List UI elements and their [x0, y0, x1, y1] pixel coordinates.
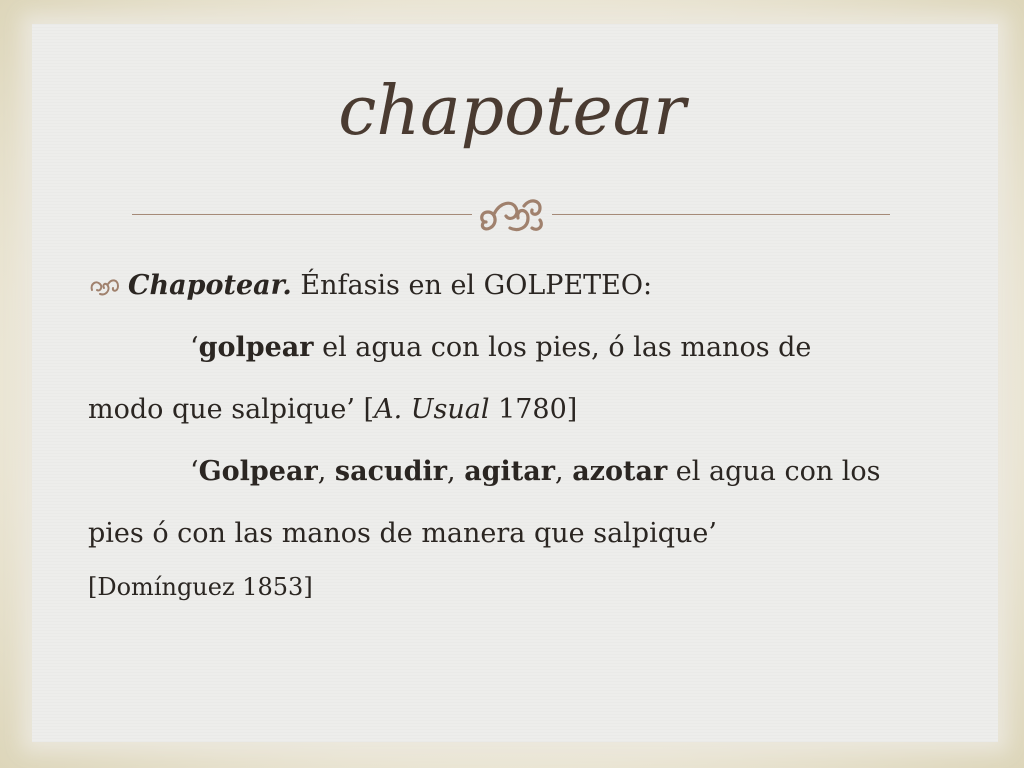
quote1-line-1: [88, 317, 928, 379]
quote2-word-4: azotar: [572, 456, 668, 487]
quote1-line-2: [88, 379, 928, 441]
flourish-ornament-icon: [476, 192, 548, 236]
quote1-text-part1: el agua con los pies, ó las manos de: [313, 332, 812, 363]
quote2-line-1: [88, 441, 928, 503]
quote2-citation: [Domínguez 1853]: [88, 573, 313, 601]
quote1-open-mark: ‘: [190, 332, 199, 363]
quote2-sep-2: ,: [447, 456, 465, 487]
title-divider-right: [552, 214, 890, 215]
quote1-bold-word: golpear: [198, 332, 314, 363]
quote2-open-mark: ‘: [190, 456, 199, 487]
quote2-text-part1: el agua con los: [667, 456, 881, 487]
title-divider-left: [132, 214, 472, 215]
quote2-text-part2: pies ó con las manos de manera que salpique’: [88, 518, 717, 549]
quote2-sep-1: ,: [317, 456, 335, 487]
quote1-year: 1780]: [489, 394, 578, 425]
quote2-word-1: Golpear: [198, 456, 318, 487]
quote2-word-3: agitar: [464, 456, 556, 487]
slide-title: chapotear: [338, 72, 686, 151]
definition-term: Chapotear.: [128, 270, 292, 301]
quote2-line-3: [88, 565, 928, 609]
slide-body: [88, 255, 928, 609]
quote2-word-2: sacudir: [334, 456, 448, 487]
quote2-sep-3: ,: [555, 456, 573, 487]
flourish-bullet-icon: [88, 276, 128, 298]
quote2-line-2: [88, 503, 928, 565]
quote1-text-part2: modo que salpique’ [: [88, 394, 375, 425]
bullet-line-1: [88, 255, 928, 317]
definition-heading-text: Énfasis en el GOLPETEO:: [291, 270, 653, 301]
quote1-source: A. Usual: [374, 394, 490, 425]
